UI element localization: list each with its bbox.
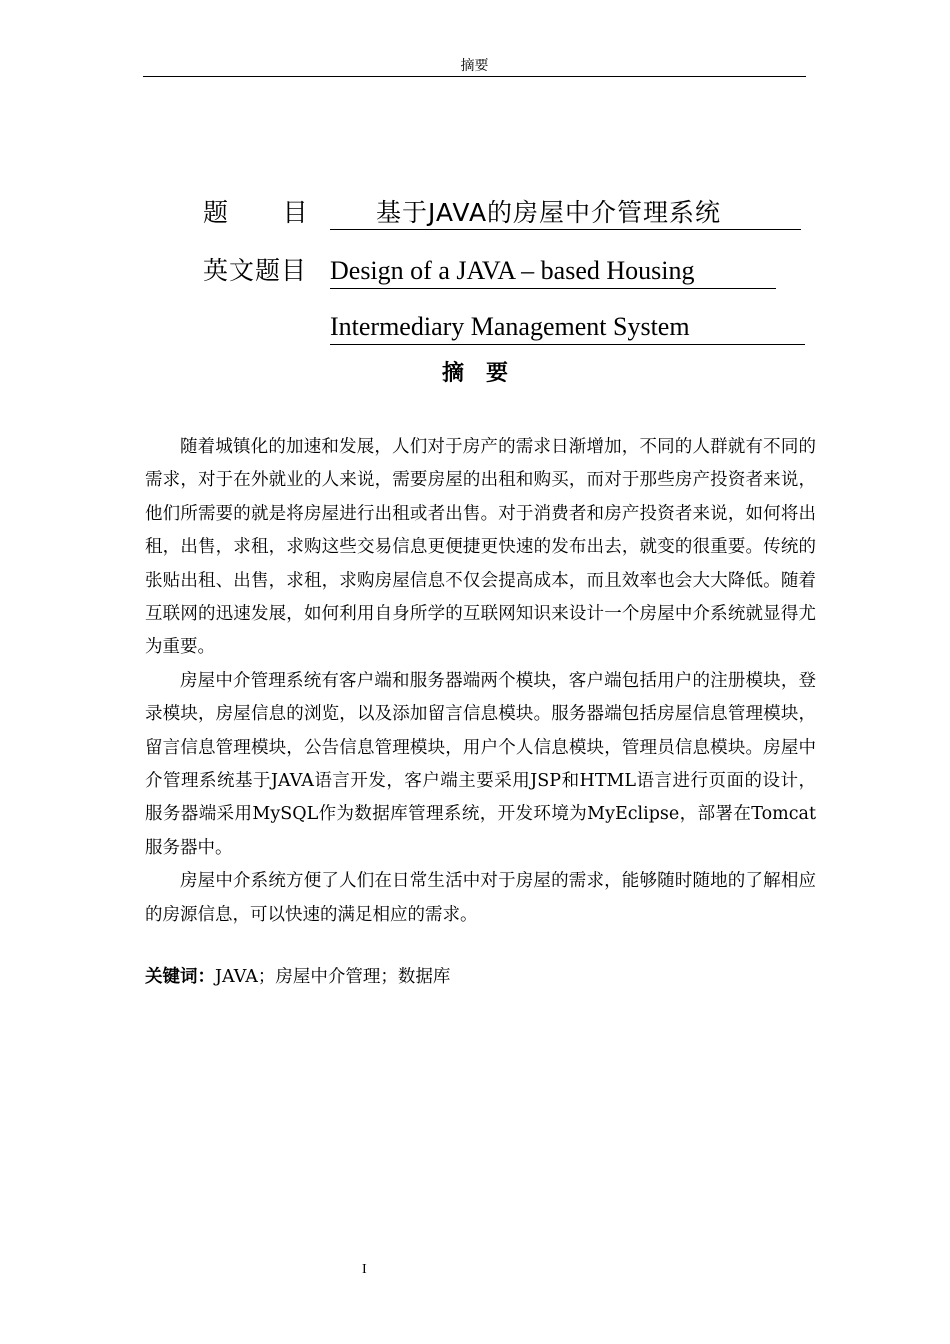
page-number: I <box>362 1262 367 1277</box>
title-cn-label: 题 目 <box>203 198 309 227</box>
page-header: 摘要 <box>143 56 806 77</box>
abstract-paragraph: 随着城镇化的加速和发展，人们对于房产的需求日渐增加，不同的人群就有不同的需求，对于在外就业的人来说，需要房屋的出租和购买，而对于那些房产投资者来说，他们所需要的就是将房屋进行出租或者出售。对于消费者和房产投资者来说，如何将出租，出售，求租，求购这些交易信息更便捷更快速的发布出去，就变的很重要。传统的张贴出租、出售，求租，求购房屋信息不仅会提高成本，而且效率也会大大降低。随着互联网的迅速发展，如何利用自身所学的互联网知识来设计一个房屋中介系统就显得尤为重要。 <box>145 437 816 658</box>
title-en-label: 英文题目 <box>203 256 308 285</box>
title-cn-value: 基于JAVA的房屋中介管理系统 <box>330 196 801 230</box>
title-en-line2: Intermediary Management System <box>330 310 805 345</box>
keywords <box>145 962 450 992</box>
keywords-value: JAVA；房屋中介管理；数据库 <box>215 967 451 987</box>
abstract-body <box>145 431 816 932</box>
abstract-paragraph: 房屋中介系统方便了人们在日常生活中对于房屋的需求，能够随时随地的了解相应的房源信息，可以快速的满足相应的需求。 <box>145 871 816 925</box>
keywords-label: 关键词： <box>145 967 215 987</box>
abstract-paragraph: 房屋中介管理系统有客户端和服务器端两个模块，客户端包括用户的注册模块，登录模块，房屋信息的浏览，以及添加留言信息模块。服务器端包括房屋信息管理模块，留言信息管理模块，公告信息管理模块，用户个人信息模块，管理员信息模块。房屋中介管理系统基于JAVA语言开发，客户端主要采用JSP和HTML语言进行页面的设计，服务器端采用MySQL作为数据库管理系统，开发环境为MyEclipse，部署在Tomcat服务器中。 <box>145 670 816 858</box>
title-en-line1: Design of a JAVA – based Housing <box>330 254 776 289</box>
abstract-heading: 摘要 <box>441 361 530 386</box>
